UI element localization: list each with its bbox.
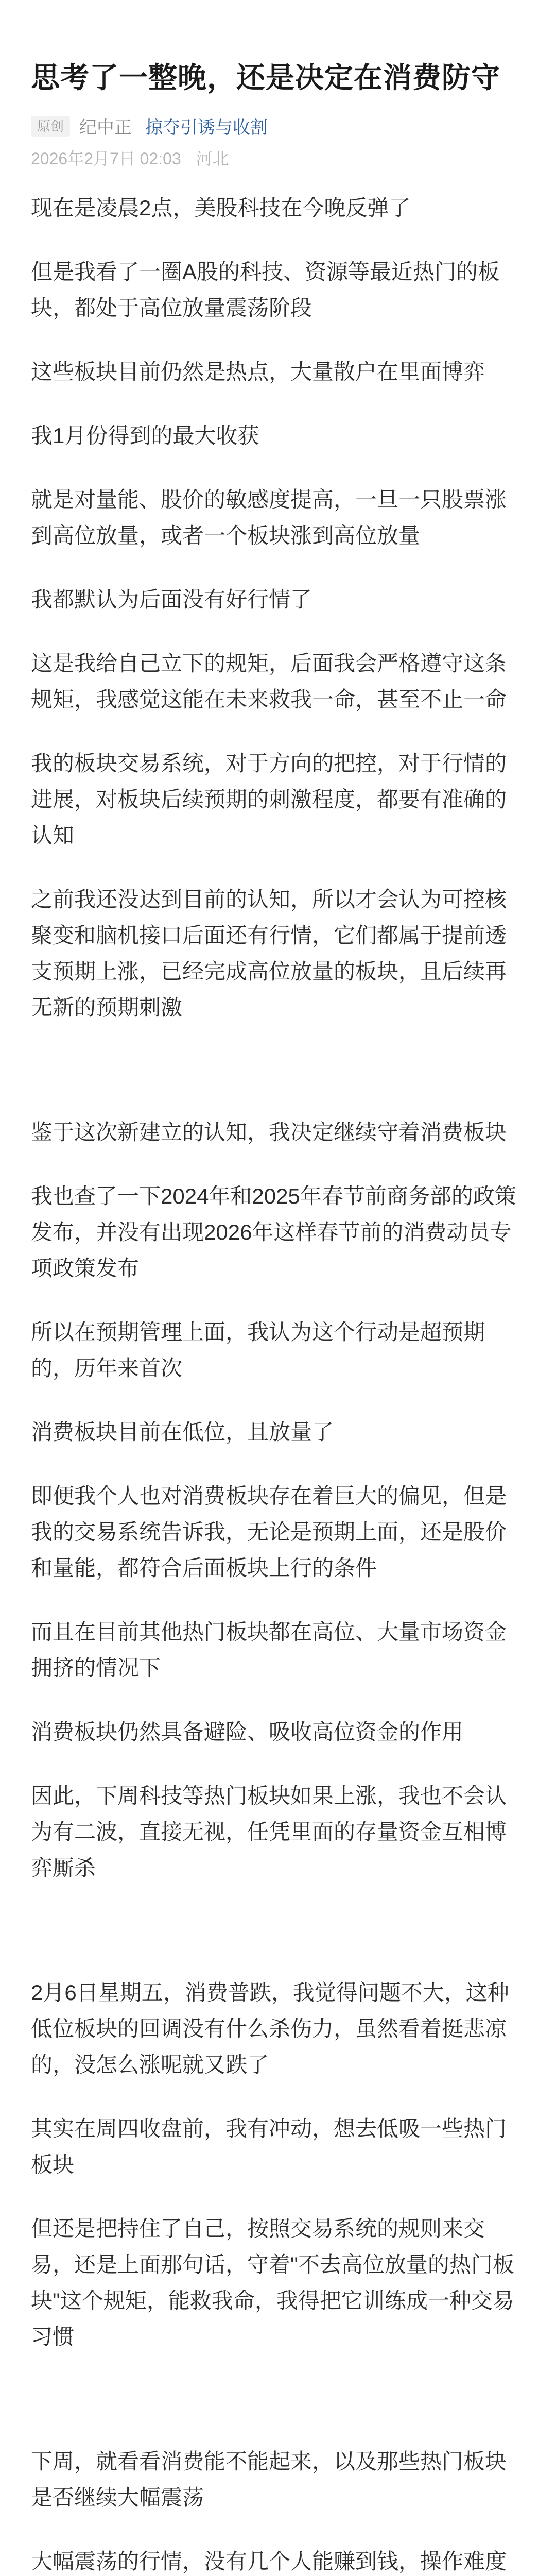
article-paragraph: 这些板块目前仍然是热点，大量散户在里面博弈 xyxy=(31,360,485,384)
article-paragraph: 消费板块仍然具备避险、吸收高位资金的作用 xyxy=(31,1720,464,1744)
paragraph-spacer xyxy=(31,1054,525,1114)
article-header xyxy=(0,0,556,170)
article-paragraph: 即便我个人也对消费板块存在着巨大的偏见，但是我的交易系统告诉我，无论是预期上面，还是股价和量能，都符合后面板块上行的条件 xyxy=(31,1484,507,1580)
article-paragraph: 其实在周四收盘前，我有冲动，想去低吸一些热门板块 xyxy=(31,2116,507,2177)
publish-info xyxy=(31,146,525,170)
article-title: 思考了一整晚，还是决定在消费防守 xyxy=(31,61,500,94)
publish-date: 2026年2月7日 02:03 xyxy=(31,149,181,168)
article-paragraph: 但还是把持住了自己，按照交易系统的规则来交易，还是上面那句话，守着"不去高位放量的热门板块"这个规矩，能救我命，我得把它训练成一种交易习惯 xyxy=(31,2216,514,2349)
article-paragraph: 我都默认为后面没有好行情了 xyxy=(31,587,312,612)
article-paragraph: 我也查了一下2024年和2025年春节前商务部的政策发布，并没有出现2026年这样春节前的消费动员专项政策发布 xyxy=(31,1184,516,1280)
article-paragraph: 鉴于这次新建立的认知，我决定继续守着消费板块 xyxy=(31,1120,507,1144)
original-badge: 原创 xyxy=(31,116,70,137)
article-paragraph: 下周，就看看消费能不能起来，以及那些热门板块是否继续大幅震荡 xyxy=(31,2449,507,2510)
article-paragraph: 我的板块交易系统，对于方向的把控，对于行情的进展，对板块后续预期的刺激程度，都要有准确的认知 xyxy=(31,751,507,848)
author-name-link[interactable]: 纪中正 xyxy=(79,118,132,138)
article-paragraph: 因此，下周科技等热门板块如果上涨，我也不会认为有二波，直接无视，任凭里面的存量资金互相博弈厮杀 xyxy=(31,1784,507,1880)
article-paragraph: 所以在预期管理上面，我认为这个行动是超预期的，历年来首次 xyxy=(31,1320,485,1380)
article-meta xyxy=(31,113,525,139)
article-body xyxy=(0,170,556,2576)
article-paragraph: 这是我给自己立下的规矩，后面我会严格遵守这条规矩，我感觉这能在未来救我一命，甚至不止一命 xyxy=(31,651,507,711)
article-paragraph: 但是我看了一圈A股的科技、资源等最近热门的板块，都处于高位放量震荡阶段 xyxy=(31,260,500,320)
article-paragraph: 大幅震荡的行情，没有几个人能赚到钱，操作难度 xyxy=(31,2549,507,2573)
column-link[interactable]: 掠夺引诱与收割 xyxy=(145,118,268,138)
article-paragraph: 就是对量能、股价的敏感度提高，一旦一只股票涨到高位放量，或者一个板块涨到高位放量 xyxy=(31,487,507,548)
paragraph-spacer xyxy=(31,1914,525,1975)
paragraph-spacer xyxy=(31,2383,525,2444)
article-paragraph: 我1月份得到的最大收获 xyxy=(31,423,259,448)
article-paragraph: 而且在目前其他热门板块都在高位、大量市场资金拥挤的情况下 xyxy=(31,1620,507,1680)
article-paragraph: 2月6日星期五，消费普跌，我觉得问题不大，这种低位板块的回调没有什么杀伤力，虽然看着挺悲凉的，没怎么涨呢就又跌了 xyxy=(31,1980,509,2077)
article-paragraph: 消费板块目前在低位，且放量了 xyxy=(31,1420,334,1444)
article-paragraph: 之前我还没达到目前的认知，所以才会认为可控核聚变和脑机接口后面还有行情，它们都属于提前透支预期上涨，已经完成高位放量的板块，且后续再无新的预期刺激 xyxy=(31,887,507,1020)
publish-location: 河北 xyxy=(196,149,229,168)
article-paragraph: 现在是凌晨2点，美股科技在今晚反弹了 xyxy=(31,196,411,220)
